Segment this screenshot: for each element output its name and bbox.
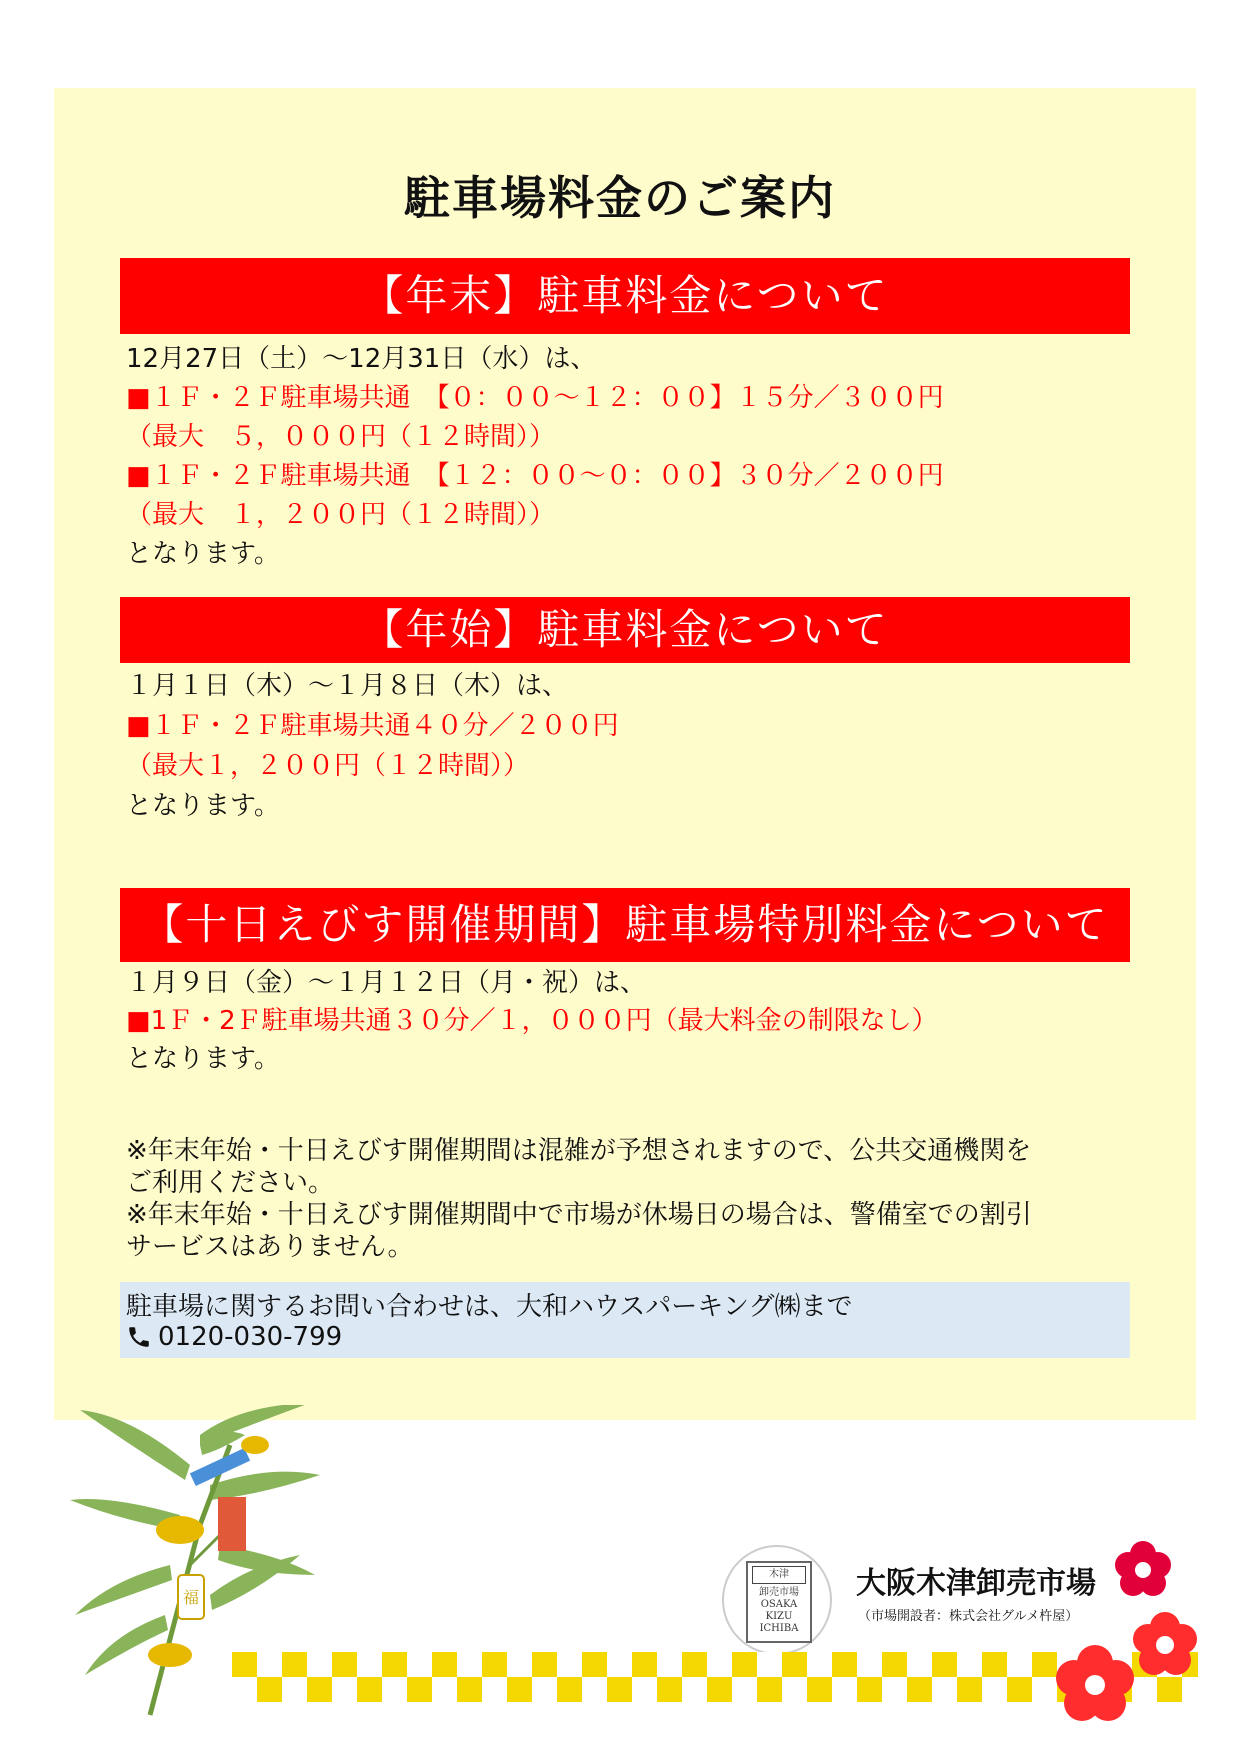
new-year-rate: ■１Ｆ・２Ｆ駐車場共通４０分／２００円 xyxy=(126,711,619,741)
checker-square xyxy=(982,1652,1007,1677)
checker-square xyxy=(607,1652,632,1677)
red-tag xyxy=(218,1497,246,1551)
market-organizer: （市場開設者：株式会社グルメ杵屋） xyxy=(858,1609,1079,1624)
checker-square xyxy=(332,1652,357,1677)
note-2-line-1: ※年末年始・十日えびす開催期間中で市場が休場日の場合は、警備室での割引 xyxy=(126,1200,1032,1230)
checker-square xyxy=(282,1652,307,1677)
checker-square xyxy=(307,1652,332,1677)
logo-line-2: 卸売市場 xyxy=(759,1587,799,1598)
checker-square xyxy=(382,1677,407,1702)
checker-square xyxy=(582,1652,607,1677)
note-2-line-2: サービスはありません。 xyxy=(126,1232,414,1262)
checker-square xyxy=(857,1677,882,1702)
checker-square xyxy=(482,1677,507,1702)
checker-square xyxy=(432,1652,457,1677)
checker-square xyxy=(257,1677,282,1702)
plum-flowers xyxy=(1045,1530,1240,1740)
year-end-max-1: （最大 ５，０００円（１２時間）） xyxy=(126,422,556,452)
checker-square xyxy=(732,1677,757,1702)
checker-square xyxy=(507,1677,532,1702)
checker-square xyxy=(307,1677,332,1702)
market-logo xyxy=(722,1545,832,1655)
checker-square xyxy=(982,1677,1007,1702)
ebisu-rate: ■1Ｆ・2Ｆ駐車場共通３０分／１，０００円（最大料金の制限なし） xyxy=(126,1006,938,1036)
checker-square xyxy=(432,1677,457,1702)
plum-flower-icon xyxy=(1115,1541,1171,1596)
checker-square xyxy=(932,1677,957,1702)
checker-square xyxy=(757,1677,782,1702)
checker-square xyxy=(1007,1677,1032,1702)
checker-square xyxy=(1007,1652,1032,1677)
new-year-section xyxy=(126,666,1146,826)
checker-square xyxy=(407,1652,432,1677)
phone-icon xyxy=(126,1324,152,1350)
new-year-max: （最大１，２００円（１２時間）） xyxy=(126,751,530,781)
checker-square xyxy=(557,1652,582,1677)
logo-line-5: ICHIBA xyxy=(759,1623,799,1634)
checker-square xyxy=(707,1652,732,1677)
checker-square xyxy=(357,1677,382,1702)
market-name: 大阪木津卸売市場 xyxy=(856,1566,1096,1601)
checker-square xyxy=(257,1652,282,1677)
checker-square xyxy=(682,1677,707,1702)
checker-square xyxy=(657,1677,682,1702)
checker-square xyxy=(807,1677,832,1702)
checker-square xyxy=(507,1652,532,1677)
checker-square xyxy=(657,1652,682,1677)
checker-square xyxy=(632,1677,657,1702)
checker-square xyxy=(932,1652,957,1677)
checker-square xyxy=(607,1677,632,1702)
contact-box xyxy=(120,1282,1130,1358)
checker-square xyxy=(907,1652,932,1677)
year-end-section xyxy=(126,340,1146,574)
checker-square xyxy=(357,1652,382,1677)
checker-square xyxy=(282,1677,307,1702)
new-year-closing: となります。 xyxy=(126,791,280,821)
ebisu-section xyxy=(126,964,1146,1078)
checker-square xyxy=(632,1652,657,1677)
checker-square xyxy=(457,1652,482,1677)
checker-square xyxy=(782,1652,807,1677)
logo-line-3: OSAKA xyxy=(760,1599,798,1610)
year-end-rate-1: ■１Ｆ・２Ｆ駐車場共通 【０：００～１２：００】１５分／３００円 xyxy=(126,383,944,413)
checker-square xyxy=(957,1677,982,1702)
checker-square xyxy=(807,1652,832,1677)
year-end-max-2: （最大 １，２００円（１２時間）） xyxy=(126,500,556,530)
checker-square xyxy=(707,1677,732,1702)
checker-square xyxy=(532,1677,557,1702)
gold-charm xyxy=(241,1436,269,1454)
logo-line-4: KIZU xyxy=(765,1611,793,1622)
year-end-closing: となります。 xyxy=(126,539,280,569)
contact-text: 駐車場に関するお問い合わせは、大和ハウスパーキング㈱まで xyxy=(126,1292,853,1322)
checker-square xyxy=(957,1652,982,1677)
checker-square xyxy=(582,1677,607,1702)
checker-square xyxy=(782,1677,807,1702)
plum-flower-icon xyxy=(1133,1612,1197,1675)
year-end-rate-2: ■１Ｆ・２Ｆ駐車場共通 【１２：００～０：００】３０分／２００円 xyxy=(126,461,944,491)
checker-square xyxy=(882,1652,907,1677)
fortune-tag-label: 福 xyxy=(183,1588,200,1607)
checker-square xyxy=(407,1677,432,1702)
logo-line-1: 木津 xyxy=(752,1566,806,1584)
year-end-intro: 12月27日（土）～12月31日（水）は、 xyxy=(126,344,597,374)
checker-square xyxy=(832,1652,857,1677)
logo-mark xyxy=(746,1561,812,1643)
checker-square xyxy=(732,1652,757,1677)
checker-square xyxy=(232,1652,257,1677)
note-1-line-1: ※年末年始・十日えびす開催期間は混雑が予想されますので、公共交通機関を xyxy=(126,1136,1032,1166)
checker-square xyxy=(557,1677,582,1702)
year-end-heading: 【年末】駐車料金について xyxy=(120,258,1130,334)
checker-square xyxy=(907,1677,932,1702)
note-1-line-2: ご利用ください。 xyxy=(126,1168,335,1198)
checker-square xyxy=(857,1652,882,1677)
checker-square xyxy=(457,1677,482,1702)
ebisu-closing: となります。 xyxy=(126,1044,280,1074)
ebisu-intro: １月９日（金）～１月１２日（月・祝）は、 xyxy=(126,968,647,998)
new-year-intro: １月１日（木）～１月８日（木）は、 xyxy=(126,671,569,701)
checker-square xyxy=(532,1652,557,1677)
checker-square xyxy=(757,1652,782,1677)
checker-square xyxy=(382,1652,407,1677)
checker-square xyxy=(832,1677,857,1702)
checker-square xyxy=(232,1677,257,1702)
gold-coins xyxy=(148,1643,192,1667)
new-year-heading: 【年始】駐車料金について xyxy=(120,597,1130,663)
checker-square xyxy=(482,1652,507,1677)
checker-square xyxy=(332,1677,357,1702)
gold-bag xyxy=(156,1516,204,1544)
notes xyxy=(126,1135,1126,1263)
ebisu-heading: 【十日えびす開催期間】駐車場特別料金について xyxy=(120,888,1130,962)
plum-flower-icon xyxy=(1056,1645,1134,1721)
contact-phone: 0120-030-799 xyxy=(158,1322,343,1352)
contact-phone-row xyxy=(126,1322,342,1352)
checker-square xyxy=(882,1677,907,1702)
page-title: 駐車場料金のご案内 xyxy=(404,171,836,225)
checker-square xyxy=(682,1652,707,1677)
